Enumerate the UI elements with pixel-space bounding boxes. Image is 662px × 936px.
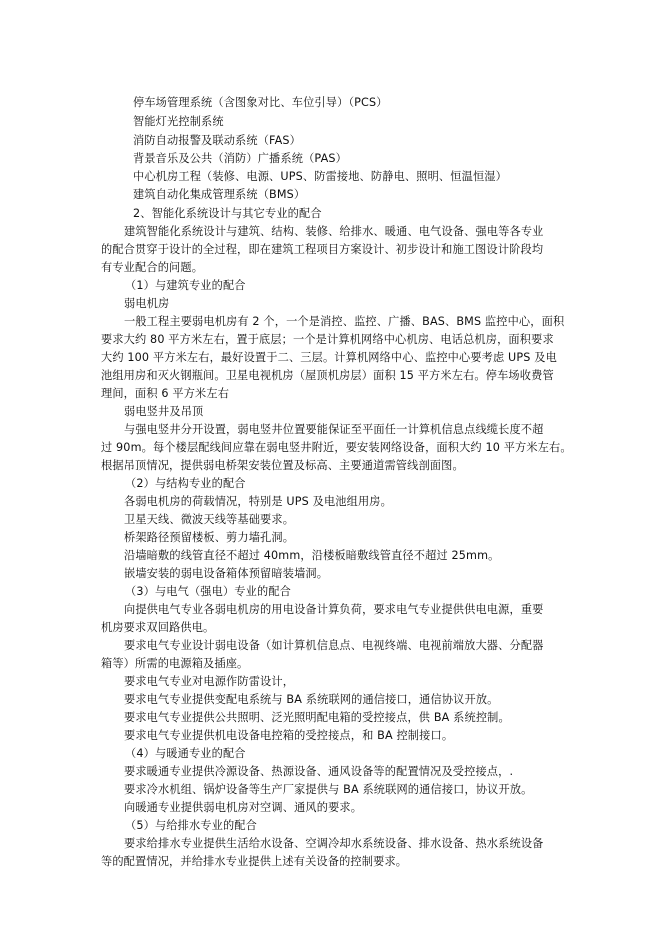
text-line: 箱等）所需的电源箱及插座。 [101, 657, 249, 670]
text-line: 有专业配合的问题。 [101, 261, 204, 274]
text-line: 卫星天线、微波天线等基础要求。 [124, 513, 295, 526]
text-line: 智能灯光控制系统 [133, 115, 224, 128]
text-line: 停车场管理系统（含图象对比、车位引导）（PCS） [133, 96, 388, 109]
text-line: 与强电竖井分开设置，弱电竖井位置要能保证至平面任一计算机信息点线缆长度不超 [124, 423, 544, 436]
text-line: 过 90m。每个楼层配线间应靠在弱电竖井附近，要安装网络设备，面积大约 10 平方米左右。 [101, 441, 572, 454]
text-line: 向提供电气专业各弱电机房的用电设备计算负荷，要求电气专业提供供电电源，重要 [124, 603, 544, 616]
text-line: 要求电气专业提供变配电系统与 BA 系统联网的通信接口，通信协议开放。 [124, 693, 499, 706]
text-line: 消防自动报警及联动系统（FAS） [133, 134, 301, 147]
section-heading: 2、智能化系统设计与其它专业的配合 [133, 207, 322, 220]
text-line: 大约 100 平方米左右，最好设置于二、三层。计算机网络中心、监控中心要考虑 UPS 及电 [101, 351, 557, 364]
text-line: 要求大约 80 平方米左右，置于底层；一个是计算机网络中心机房、电话总机房，面积要求 [101, 333, 554, 346]
text-line: 机房要求双回路供电。 [101, 621, 215, 634]
subsection-heading: （1）与建筑专业的配合 [125, 279, 246, 292]
text-line: 等的配置情况，并给排水专业提供上述有关设备的控制要求。 [101, 855, 408, 868]
text-line: 要求电气专业设计弱电设备（如计算机信息点、电视终端、电视前端放大器、分配器 [124, 639, 544, 652]
text-line: 中心机房工程（装修、电源、UPS、防雷接地、防静电、照明、恒温恒湿） [133, 170, 507, 183]
subsection-heading: （4）与暖通专业的配合 [125, 747, 246, 760]
text-line: 要求给排水专业提供生活给水设备、空调冷却水系统设备、排水设备、热水系统设备 [124, 837, 544, 850]
text-line: 建筑自动化集成管理系统（BMS） [133, 188, 306, 201]
subsection-heading: （5）与给排水专业的配合 [125, 819, 257, 832]
text-line: 理间，面积 6 平方米左右 [101, 387, 230, 400]
text-line: 要求电气专业提供机电设备电控箱的受控接点，和 BA 控制接口。 [124, 729, 454, 742]
subsection-heading: （2）与结构专业的配合 [125, 477, 246, 490]
text-line: 嵌墙安装的弱电设备箱体预留暗装墙洞。 [124, 567, 329, 580]
text-line: 要求电气专业对电源作防雷设计， [124, 675, 295, 688]
text-line: 各弱电机房的荷载情况，特别是 UPS 及电池组用房。 [124, 495, 392, 508]
text-line: 背景音乐及公共（消防）广播系统（PAS） [133, 152, 347, 165]
text-line: 建筑智能化系统设计与建筑、结构、装修、给排水、暖通、电气设备、强电等各专业 [124, 225, 544, 238]
topic-heading: 弱电竖井及吊顶 [124, 405, 204, 418]
text-line: 的配合贯穿于设计的全过程，即在建筑工程项目方案设计、初步设计和施工图设计阶段均 [101, 243, 544, 256]
text-line: 要求暖通专业提供冷源设备、热源设备、通风设备等的配置情况及受控接点，. [124, 765, 514, 778]
text-line: 一般工程主要弱电机房有 2 个，一个是消控、监控、广播、BAS、BMS 监控中心，面积 [124, 315, 565, 328]
text-line: 桥架路径预留楼板、剪力墙孔洞。 [124, 531, 295, 544]
topic-heading: 弱电机房 [124, 297, 170, 310]
text-line: 要求冷水机组、锅炉设备等生产厂家提供与 BA 系统联网的通信接口，协议开放。 [124, 783, 533, 796]
text-line: 沿墙暗敷的线管直径不超过 40mm，沿楼板暗敷线管直径不超过 25mm。 [124, 549, 500, 562]
text-line: 根据吊顶情况，提供弱电桥架安装位置及标高、主要通道需管线剖面图。 [101, 459, 464, 472]
text-line: 向暖通专业提供弱电机房对空调、通风的要求。 [124, 801, 363, 814]
text-line: 要求电气专业提供公共照明、泛光照明配电箱的受控接点，供 BA 系统控制。 [124, 711, 510, 724]
text-line: 池组用房和灭火钢瓶间。卫星电视机房（屋顶机房层）面积 15 平方米左右。停车场收费管 [101, 369, 554, 382]
subsection-heading: （3）与电气（强电）专业的配合 [125, 585, 291, 598]
